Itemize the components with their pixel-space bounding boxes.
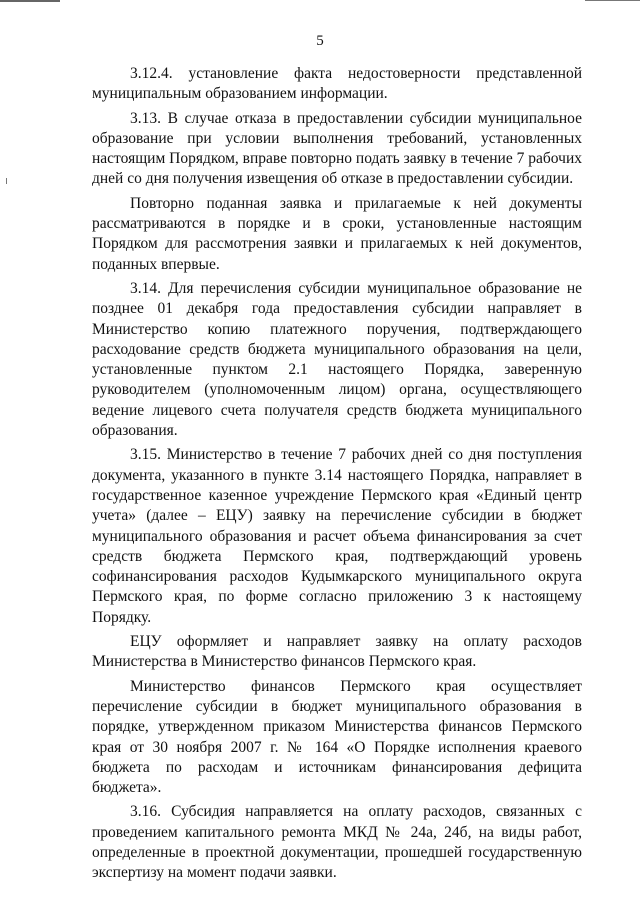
document-body [92,64,582,888]
paragraph: 3.15. Министерство в течение 7 рабочих дней со дня поступления документа, указанного в пункте 3.14 настоящего Порядка, направляет в государственное казенное учреждение Пермского края «Единый центр учета» (далее – ЕЦУ) заявку на перечисление субсидии в бюджет муниципального образования и расчет объема финансирования за счет средств бюджета Пермского края, подтверждающий уровень софинансирования расходов Кудымкарского муниципального округа Пермского края, по форме согласно приложению 3 к настоящему Порядку. [92,446,582,626]
page-number: 5 [316,33,324,49]
paragraph: Министерство финансов Пермского края осуществляет перечисление субсидии в бюджет муниципального образования в порядке, утвержденном приказом Министерства финансов Пермского края от 30 ноября 2007 г. № 164 «О Порядке исполнения краевого бюджета по расходам и источникам финансирования дефицита бюджета». [92,677,582,797]
paragraph: 3.14. Для перечисления субсидии муниципальное образование не позднее 01 декабря года предоставления субсидии направляет в Министерство копию платежного поручения, подтверждающего расходование средств бюджета муниципального образования на цели, установленные пунктом 2.1 настоящего Порядка, заверенную руководителем (уполномоченным лицом) органа, осуществляющего ведение лицевого счета получателя средств бюджета муниципального образования. [92,279,582,440]
paragraph: Повторно поданная заявка и прилагаемые к ней документы рассматриваются в порядке и в сроки, установленные настоящим Порядком для рассмотрения заявки и прилагаемых к ней документов, поданных впервые. [92,194,582,273]
scan-edge-mark [585,0,640,1]
scan-edge-mark [6,178,7,184]
paragraph: 3.13. В случае отказа в предоставлении субсидии муниципальное образование при условии выполнения требований, установленных настоящим Порядком, вправе повторно подать заявку в течение 7 рабочих дней со дня получения извещения об отказе в предоставлении субсидии. [92,109,582,188]
paragraph: ЕЦУ оформляет и направляет заявку на оплату расходов Министерства в Министерство финансов Пермского края. [92,633,582,671]
paragraph: 3.12.4. установление факта недостоверности представленной муниципальным образованием информации. [92,65,582,103]
paragraph: 3.16. Субсидия направляется на оплату расходов, связанных с проведением капитального ремонта МКД № 24а, 24б, на виды работ, определенные в проектной документации, прошедшей государственную экспертизу на момент подачи заявки. [92,803,582,882]
scan-edge-mark [0,0,60,2]
